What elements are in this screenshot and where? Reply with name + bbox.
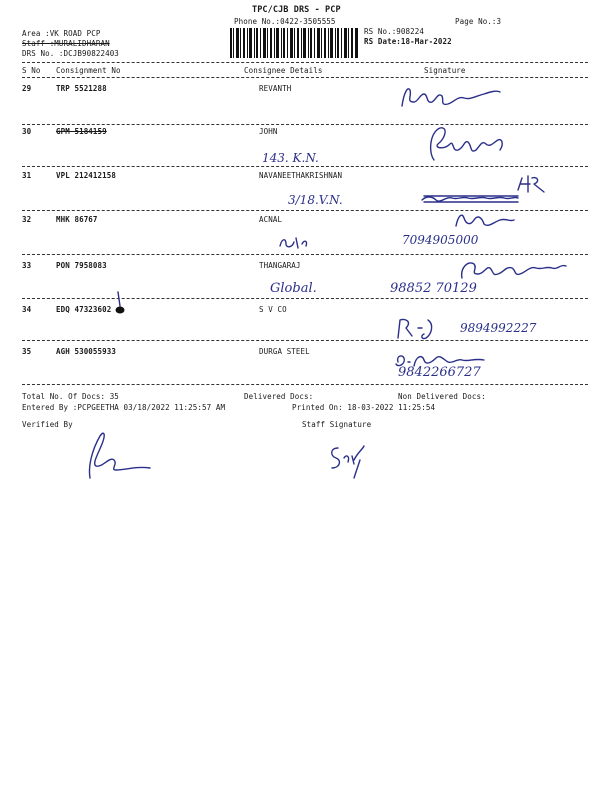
total-docs: Total No. Of Docs: 35: [22, 392, 119, 401]
phone-number: Phone No.:0422-3505555: [234, 17, 336, 26]
row-consignment: GPM 5184159: [56, 127, 107, 136]
row-consignee: S V CO: [259, 305, 287, 314]
handwritten-note: Global.: [270, 281, 317, 296]
column-header-consignee: Consignee Details: [244, 66, 323, 75]
row-consignment: EDQ 47323602: [56, 305, 112, 314]
handwritten-address: 3/18.V.N.: [288, 193, 343, 207]
row-s-no: 34: [22, 305, 32, 314]
signature-row-30: [420, 122, 520, 166]
row-consignee: JOHN: [259, 127, 278, 136]
signature-row-29: [396, 80, 506, 114]
row-consignment: MHK 86767: [56, 215, 98, 224]
column-header-consignment: Consignment No: [56, 66, 121, 75]
row-consignment: AGH 530055933: [56, 347, 116, 356]
header-divider-top: [22, 62, 588, 63]
delivered-docs: Delivered Docs:: [244, 392, 314, 401]
column-header-signature: Signature: [424, 66, 466, 75]
row-consignee: ACNAL: [259, 215, 283, 224]
handwritten-phone: 9842266727: [398, 365, 481, 380]
row-s-no: 31: [22, 171, 32, 180]
handwritten-phone: 98852 70129: [390, 281, 477, 296]
printed-on: Printed On: 18-03-2022 11:25:54: [292, 403, 436, 412]
staff-signature-label: Staff Signature: [302, 420, 372, 429]
row-consignment: TRP 5521288: [56, 84, 107, 93]
staff-signature: [324, 440, 374, 480]
row-divider: [22, 340, 588, 341]
row-consignment: PON 7958083: [56, 261, 107, 270]
row-divider: [22, 166, 588, 167]
row-s-no: 33: [22, 261, 32, 270]
signature-row-33: [456, 254, 576, 284]
rs-number: RS No.:908224: [364, 27, 424, 36]
row-consignee: THANGARAJ: [259, 261, 301, 270]
entered-by: Entered By :PCPGEETHA 03/18/2022 11:25:57 AM: [22, 403, 226, 412]
table-bottom-divider: [22, 384, 588, 385]
handwritten-mark-row-32: [276, 232, 316, 252]
header-divider-bottom: [22, 77, 588, 78]
handwritten-phone: 9894992227: [460, 321, 537, 335]
area-label: Area :VK ROAD PCP: [22, 29, 101, 38]
pen-mark-row-34: [110, 290, 130, 316]
row-consignee: REVANTH: [259, 84, 292, 93]
row-s-no: 32: [22, 215, 32, 224]
non-delivered-docs: Non Delivered Docs:: [398, 392, 486, 401]
page-number: Page No.:3: [455, 17, 502, 26]
signature-row-32: [448, 208, 518, 232]
document-title: TPC/CJB DRS - PCP: [252, 5, 341, 15]
handwritten-phone: 7094905000: [402, 233, 479, 247]
rs-date: RS Date:18-Mar-2022: [364, 37, 452, 46]
signature-row-31: [398, 172, 578, 212]
staff-label: Staff :MURALIDHARAN: [22, 39, 110, 48]
verifier-signature: [70, 426, 160, 486]
row-consignee: NAVANEETHAKRISHNAN: [259, 171, 343, 180]
barcode-image: [230, 28, 358, 58]
verified-by-label: Verified By: [22, 420, 73, 429]
row-s-no: 30: [22, 127, 32, 136]
column-header-s-no: S No: [22, 66, 41, 75]
handwritten-address: 143. K.N.: [262, 151, 319, 165]
row-consignee: DURGA STEEL: [259, 347, 310, 356]
row-s-no: 29: [22, 84, 32, 93]
row-s-no: 35: [22, 347, 32, 356]
row-consignment: VPL 212412158: [56, 171, 116, 180]
row-divider: [22, 298, 588, 299]
drs-number: DRS No. :DCJB90822403: [22, 49, 119, 58]
